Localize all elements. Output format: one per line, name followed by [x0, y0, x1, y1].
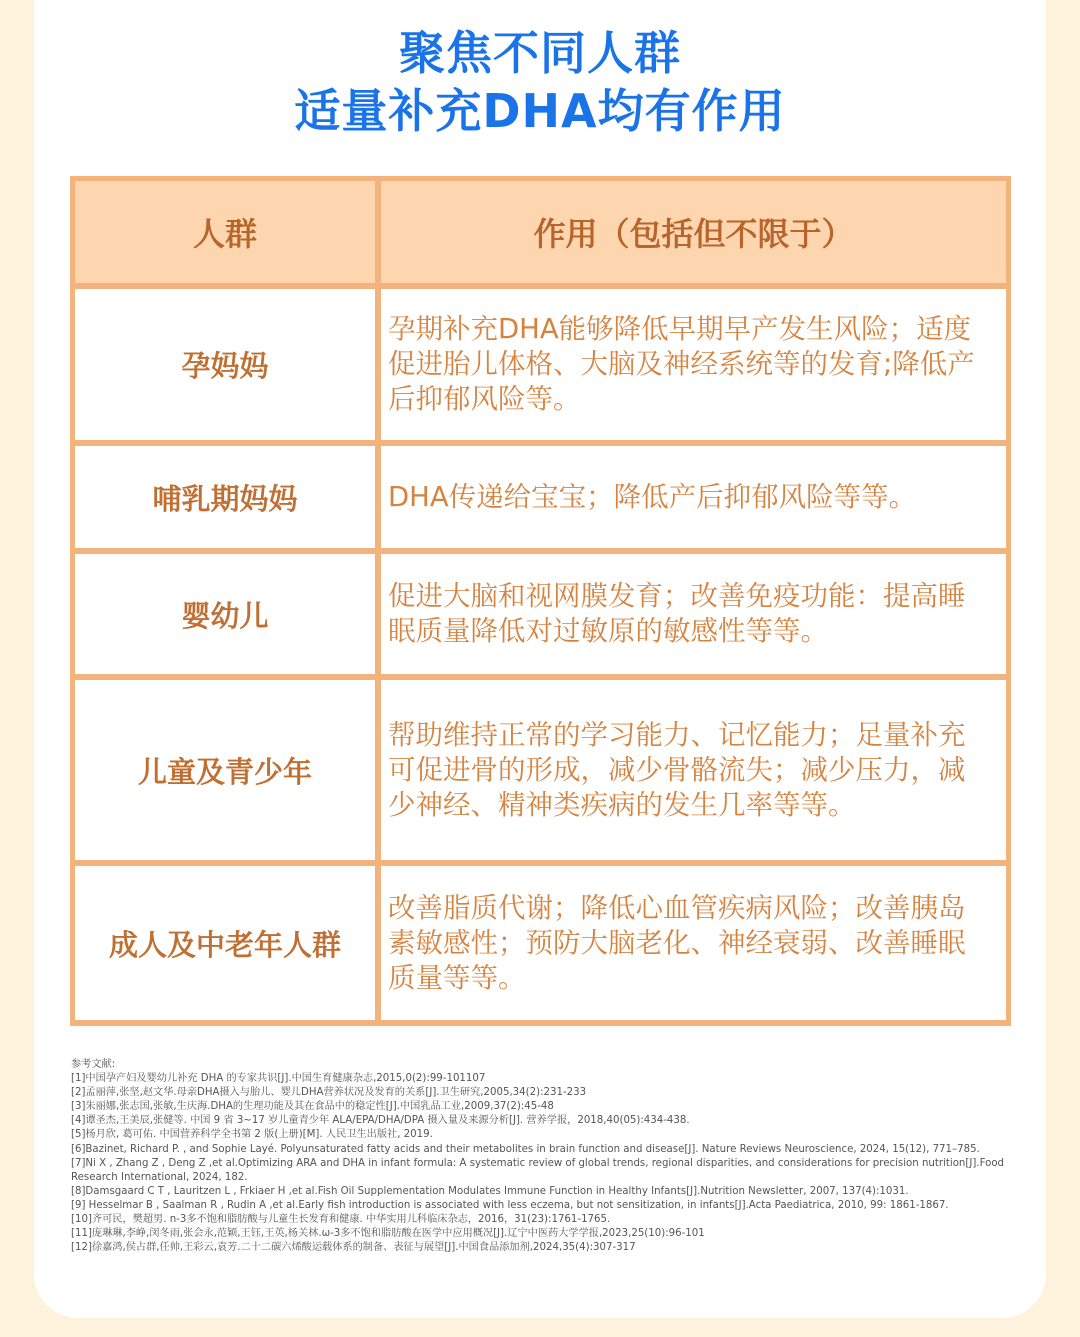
references-heading: 参考文献:: [71, 1059, 116, 1070]
effect-text: 改善脂质代谢；降低心血管疾病风险；改善胰岛素敏感性；预防大脑老化、神经衰弱、改善睡眠质量等等。: [388, 891, 966, 994]
row-group-lactating: 哺乳期妈妈: [75, 446, 375, 548]
reference-item: [12]徐嘉鸿,侯占群,任帅,王彩云,袁芳.二十二碳六烯酸运载体系的制备、表征与展望[J].中国食品添加剂,2024,35(4):307-317: [71, 1242, 636, 1254]
reference-item: [8]Damsgaard C T , Lauritzen L , Frkiaer H ,et al.Fish Oil Supplementation Modulates Immune Function in Healthy Infants[J].Nutrition Newsletter, 2007, 137(4):1031.: [71, 1185, 909, 1197]
reference-item: [9] Hesselmar B , Saalman R , Rudin A ,et al.Early fish introduction is associated with less eczema, but not sensitization, in infants[J].Acta Paediatrica, 2010, 99: 1861-1867.: [71, 1199, 949, 1211]
effect-text: DHA传递给宝宝；降低产后抑郁风险等等。: [388, 480, 917, 513]
reference-item: [4]谭圣杰,王美辰,张健等. 中国 9 省 3~17 岁儿童青少年 ALA/EPA/DHA/DPA 摄入量及来源分析[J]. 营养学报，2018,40(05):434-438.: [71, 1115, 690, 1127]
row-group-pregnant: 孕妈妈: [75, 289, 375, 440]
reference-item: [7]Ni X , Zhang Z , Deng Z ,et al.Optimizing ARA and DHA in infant formula: A systematic review of global trends, regional disparities, and considerations for precision nutrition[J].Food Research International, 2024, 182.: [71, 1157, 1005, 1183]
row-effect-adult-elderly: [381, 866, 1006, 1020]
row-effect-lactating: [381, 446, 1006, 548]
effect-text: 孕期补充DHA能够降低早期早产发生风险；适度促进胎儿体格、大脑及神经系统等的发育;降低产后抑郁风险等。: [388, 313, 975, 415]
reference-item: [6]Bazinet, Richard P. , and Sophie Layé. Polyunsaturated fatty acids and their metabolites in brain function and disease[J]. Nature Reviews Neuroscience, 2024, 15(12), 771–785.: [71, 1143, 980, 1155]
reference-item: [3]朱丽娜,张志国,张敏,生庆海.DHA的生理功能及其在食品中的稳定性[J].中国乳品工业,2009,37(2):45-48: [71, 1101, 554, 1113]
reference-item: [11]庞琳琳,李峥,闵冬雨,张会永,范颖,王钰,王英,杨关林.ω-3多不饱和脂肪酸在医学中应用概况[J].辽宁中医药大学学报,2023,25(10):96-101: [71, 1228, 705, 1240]
effect-text: 促进大脑和视网膜发育；改善免疫功能：提高睡眠质量降低对过敏原的敏感性等等。: [388, 580, 966, 647]
row-effect-infant: [381, 554, 1006, 674]
references: [71, 1058, 1011, 1255]
dha-population-table: [70, 176, 1011, 1026]
reference-item: [2]孟丽萍,张坚,赵文华.母亲DHA摄入与胎儿、婴儿DHA营养状况及发育的关系[J].卫生研究,2005,34(2):231-233: [71, 1087, 587, 1099]
title-line-2: 适量补充DHA均有作用: [294, 84, 786, 138]
title-line-1: 聚焦不同人群: [399, 26, 681, 80]
row-group-child-teen: 儿童及青少年: [75, 680, 375, 860]
reference-item: [5]杨月欣, 葛可佑. 中国营养科学全书第 2 版(上册)[M]. 人民卫生出版社, 2019.: [71, 1129, 433, 1141]
row-group-adult-elderly: 成人及中老年人群: [75, 866, 375, 1020]
row-group-infant: 婴幼儿: [75, 554, 375, 674]
effect-text: 帮助维持正常的学习能力、记忆能力；足量补充可促进骨的形成，减少骨骼流失；减少压力，减少神经、精神类疾病的发生几率等等。: [388, 718, 966, 821]
header-effect: 作用（包括但不限于）: [381, 181, 1006, 283]
header-population: 人群: [75, 181, 375, 283]
row-effect-pregnant: [381, 289, 1006, 440]
row-effect-child-teen: [381, 680, 1006, 860]
reference-item: [10]齐可民，樊超男. n-3多不饱和脂肪酸与儿童生长发育和健康. 中华实用儿科临床杂志，2016，31(23):1761-1765.: [71, 1214, 611, 1226]
reference-item: [1]中国孕产妇及婴幼儿补充 DHA 的专家共识[J].中国生育健康杂志,2015,0(2):99-101107: [71, 1073, 486, 1085]
